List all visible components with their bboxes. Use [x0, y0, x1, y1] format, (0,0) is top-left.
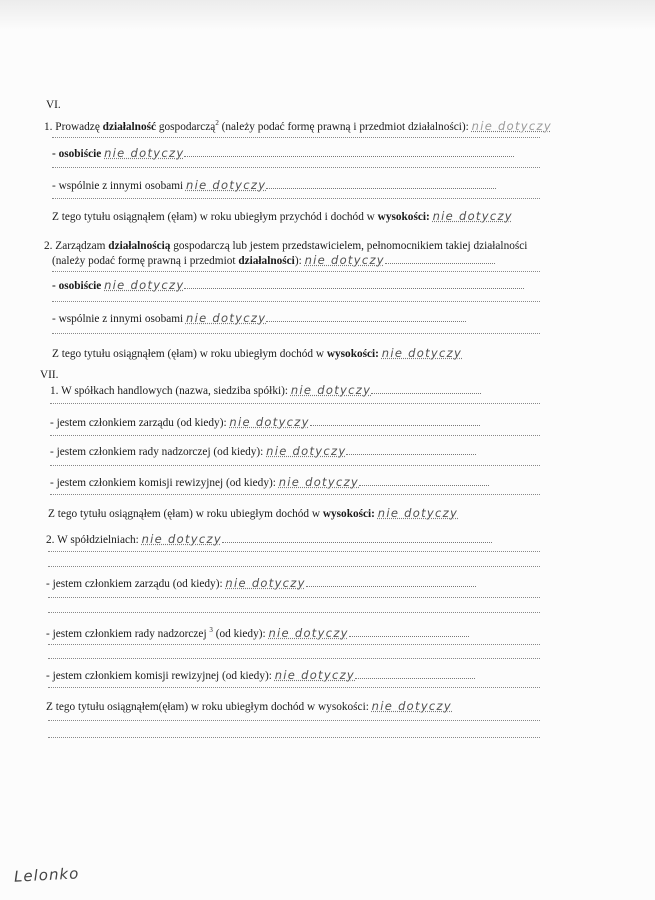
vii-q2-supervisory-answer: nie dotyczy: [268, 625, 349, 640]
dotted-line: [48, 596, 540, 598]
section-vi-title: VI.: [46, 99, 61, 111]
vii-q1-income-answer: nie dotyczy: [377, 506, 459, 520]
dotted-line: [52, 136, 540, 138]
vii-q2-label: 2. W spółdzielniach: nie dotyczy: [46, 532, 492, 547]
dotted-line: [52, 270, 540, 272]
dotted-line: [52, 332, 540, 334]
vi-q2-personal-answer: nie dotyczy: [104, 278, 185, 292]
vii-q1-supervisory-answer: nie dotyczy: [266, 444, 347, 458]
vii-q2-answer: nie dotyczy: [141, 532, 222, 546]
dotted-line: [50, 493, 540, 495]
dotted-line: [48, 550, 540, 552]
vi-q1-label: 1. Prowadzę działalność gospodarczą$^2$ (należy podać formę prawną i przedmiot działalności): nie dotyczy: [44, 118, 552, 133]
vi-q2-personal: - osobiście nie dotyczy: [52, 278, 524, 293]
vi-q1-answer: nie dotyczy: [471, 118, 552, 133]
vi-q1-joint-answer: nie dotyczy: [185, 178, 267, 192]
vii-q2-supervisory: - jestem członkiem rady nadzorczej $^3$ (od kiedy): nie dotyczy: [46, 623, 469, 641]
vii-q1-supervisory: - jestem członkiem rady nadzorczej (od kiedy): nie dotyczy: [50, 444, 476, 459]
dotted-line: [52, 197, 540, 199]
dotted-line: [52, 166, 540, 168]
vi-q1-personal: - osobiście nie dotyczy: [52, 146, 514, 161]
section-vii-title: VII.: [40, 369, 59, 381]
vi-q2-answer: nie dotyczy: [304, 253, 385, 267]
vi-q1-personal-answer: nie dotyczy: [104, 146, 185, 160]
vii-q1-label: 1. W spółkach handlowych (nazwa, siedziba spółki): nie dotyczy: [50, 383, 481, 398]
vi-q1-joint: - wspólnie z innymi osobami nie dotyczy: [52, 178, 496, 193]
signature: Lelonko: [13, 864, 80, 886]
vi-q2-label-cont: (należy podać formę prawną i przedmiot działalności): nie dotyczy: [52, 253, 495, 268]
vi-q1-income-answer: nie dotyczy: [432, 209, 513, 223]
dotted-line: [52, 300, 540, 302]
vii-q1-income: Z tego tytułu osiągnąłem (ęłam) w roku ubiegłym dochód w wysokości: nie dotyczy: [48, 506, 459, 520]
vii-q2-board: - jestem członkiem zarządu (od kiedy): nie dotyczy: [46, 576, 476, 591]
dotted-line: [48, 719, 540, 721]
vii-q2-audit-answer: nie dotyczy: [274, 668, 356, 682]
vii-q1-board: - jestem członkiem zarządu (od kiedy): nie dotyczy: [50, 415, 480, 430]
vii-q2-income: Z tego tytułu osiągnąłem(ęłam) w roku ubiegłym dochód w wysokości: nie dotyczy: [46, 699, 453, 713]
dotted-line: [48, 643, 540, 645]
vi-q2-joint-answer: nie dotyczy: [185, 311, 267, 325]
dotted-line: [50, 464, 540, 466]
vii-q2-board-answer: nie dotyczy: [225, 576, 306, 590]
vii-q1-board-answer: nie dotyczy: [229, 415, 310, 429]
dotted-line: [48, 686, 540, 688]
vii-q1-audit: - jestem członkiem komisji rewizyjnej (od kiedy): nie dotyczy: [50, 475, 489, 490]
vi-q2-joint: - wspólnie z innymi osobami nie dotyczy: [52, 311, 466, 326]
dotted-line: [48, 611, 540, 613]
vii-q2-audit: - jestem członkiem komisji rewizyjnej (od kiedy): nie dotyczy: [46, 668, 475, 683]
vi-q2-income: Z tego tytułu osiągnąłem (ęłam) w roku ubiegłym dochód w wysokości: nie dotyczy: [52, 346, 463, 360]
vii-q2-income-answer: nie dotyczy: [371, 699, 453, 713]
dotted-line: [48, 565, 540, 567]
dotted-line: [48, 657, 540, 659]
vi-q2-label: 2. Zarządzam działalnością gospodarczą lub jestem przedstawicielem, pełnomocnikiem takiej działalności: [44, 240, 528, 252]
vii-q1-audit-answer: nie dotyczy: [278, 475, 360, 489]
dotted-line: [50, 434, 540, 436]
vii-q1-answer: nie dotyczy: [290, 383, 372, 397]
vi-q1-income: Z tego tytułu osiągnąłem (ęłam) w roku ubiegłym przychód i dochód w wysokości: nie dotyczy: [52, 209, 513, 223]
dotted-line: [50, 402, 540, 404]
vi-q2-income-answer: nie dotyczy: [381, 346, 463, 360]
dotted-line: [48, 736, 540, 738]
